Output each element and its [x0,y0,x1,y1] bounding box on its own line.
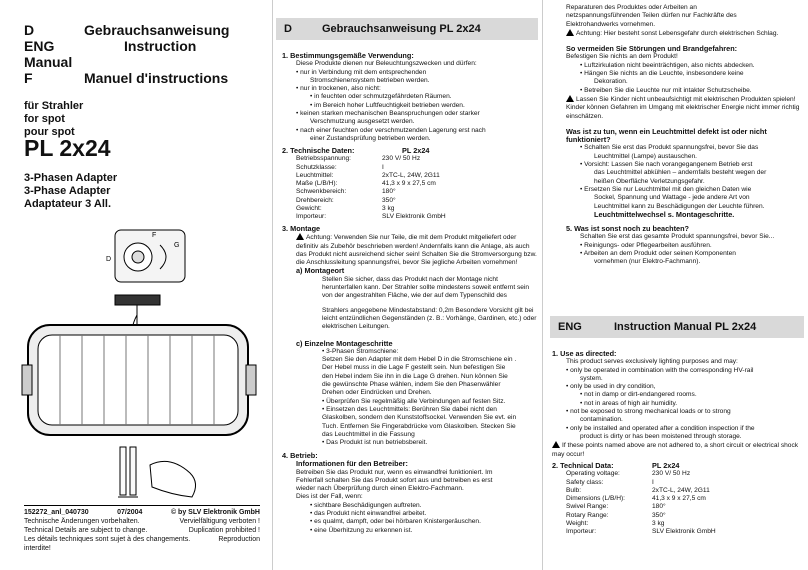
english-header: ENG Instruction Manual PL 2x24 [550,316,804,338]
warning-icon [552,441,560,448]
german-english-page [546,0,808,570]
german-page [276,0,540,570]
product-title: PL 2x24 [24,135,111,161]
cover-footer: 152272_anl_040730 07/2004 © by SLV Elektronik GmbH Technische Änderungen vorbehalten. Vervielfältigung verboten ! Technical Details are subject to change. Duplication prohibited ! Les détails techniques sont sujet à des changements. Reproduction interdite! [24,505,260,553]
label-g: G [174,242,180,249]
page-divider [542,0,543,570]
lang-row-eng: ENG Instruction [24,38,197,54]
lang-row-manual: Manual [24,54,73,70]
cover-page [0,0,270,570]
de-section-1: 1. Bestimmungsgemäße Verwendung: Diese Produkte dienen nur Beleuchtungszwecken und dürfen: • nur in Verbindung mit dem entsprechenden Stromschienensystem betrieben werden. • nur in trockenen, also nicht: • in feuchten oder schmutzgefährdeten Räumen. • im Bereich hoher Luftfeuchtigkeit betrieben werden. • keinen starken mechanischen Beanspruchungen oder starker Verschmutzung ausgesetzt werden. • nach einer feuchten oder verschmutzenden Lagerung erst nach einer Zustandsprüfung betrieben werden. [282,51,486,142]
lang-row-f: F Manuel d'instructions [24,70,229,86]
lang-row-de: D Gebrauchsanweisung [24,22,230,38]
de-section-3: 3. Montage Achtung: Verwenden Sie nur Teile, die mit dem Produkt mitgeliefert oder definitiv als Zubehör beschrieben werden! Andernfalls kann die Anlage, als auch das Produkt nicht ausreichend sicher sein! Schalten Sie die Stromversorgung bzw. die Anschlussleitung spannungsfrei, bevor Sie jegliche Arbeiten vornehmen! a) Montageort Stellen Sie sicher, dass das Produkt nach der Montage nicht herunterfallen kann. Der Strahler sollte mindestens soweit entfernt sein von der angestrahlten Fläche, wie der auf dem Typenschild des Strahlers angegebene Mindestabstand: 0,2m Besondere Vorsicht gilt bei leicht entzündlichen Gegenständen (z. B.: Vorhänge, Gardinen, etc.) oder elektrischen Leitungen. c) Einzelne Montageschritte • 3-Phasen Stromschiene: Setzen Sie den Adapter mit dem Hebel D in die Stromschiene ein . Der Hebel muss in die Lage F gestellt sein. Nun befestigen Sie den Hebel indem Sie ihn in die Lage G drehen. Nun können Sie die gewünschte Phase wählen, indem Sie den Phasenwähler Drehen oder Eindrücken und Drehen. • Überprüfen Sie regelmäßig alle Verbindungen auf festen Sitz. • Einsetzen des Leuchtmittels: Berühren Sie dabei nicht den Glaskolben, sondern den Kunststoffsockel. Verwenden Sie evt. ein Tuch. Entfernen Sie Fingerabdrücke vom Glaskolben. Stecken Sie das Leuchtmittel in die Fassung • Das Produkt ist nun betriebsbereit. [282,224,537,447]
label-f: F [152,232,157,239]
en-section-1: 1. Use as directed: This product serves exclusively lighting purposes and may: • only be operated in combination with the corresponding HV-rail system. • only be used in dry condition, • not in damp or dirt-endangered rooms. • not in areas of high air humidity. • not be exposed to strong mechanical loads or to strong contamination. • only be installed and operated after a condition inspection if the product is dirty or has been moistened through storage. If these points named above are not adhered to, a short circuit or electrical shock may occur! [552,349,799,458]
adapter-lines: 3-Phasen Adapter 3-Phase Adapter Adaptateur 3 All. [24,172,118,210]
warning-icon [566,95,574,102]
product-illustration [20,225,260,500]
en-section-2: 2. Technical Data: PL 2x24 Operating voltage: 230 V/ 50 Hz Safety class: I Bulb: 2xTC-L, 24W, 2G11 Dimensions (L/B/H): 41,3 x 9 x 27,5 cm Swivel Range: 180° Rotary Range: 350° Weight: 3 kg Importeur: SLV Elektronik GmbH [552,461,716,536]
de-section-4: 4. Betrieb: Informationen für den Betreiber: Betreiben Sie das Produkt nur, wenn es einwandfrei funktioniert. Im Fehlerfall schalten Sie das Produkt sofort aus und betreiben es erst wieder nach Überprüfung durch einen Elektro-Fachmann. Dies ist der Fall, wenn: • sichtbare Beschädigungen auftreten. • das Produkt nicht einwandfrei arbeitet. • es qualmt, dampft, oder bei hörbaren Knistergeräuschen. • eine Überhitzung zu erkennen ist. [282,451,493,534]
for-spot-lines: für Strahler for spot pour spot [24,100,84,138]
warning-icon [566,29,574,36]
warning-icon [296,233,304,240]
page-divider [272,0,273,570]
de-continued: Reparaturen des Produktes oder Arbeiten an netzspannungsführenden Teilen dürfen nur Fachkräfte des Elektrohandwerks vornehmen. Achtung: Hier besteht sonst Lebensgefahr durch elektrischen Schlag. So vermeiden Sie Störungen und Brandgefahren: Befestigen Sie nichts an dem Produkt! • Luftzirkulation nicht beeinträchtigen, also nichts abdecken. • Hängen Sie nichts an die Leuchte, insbesondere keine Dekoration. • Betreiben Sie die Leuchte nur mit intakter Schutzscheibe. Lassen Sie Kinder nicht unbeaufsichtigt mit elektrischen Produkten spielen! Kinder können Gefahren im Umgang mit elektrischer Energie nicht immer richtig einschätzen. Was ist zu tun, wenn ein Leuchtmittel defekt ist oder nicht funktioniert? • Schalten Sie erst das Produkt spannungsfrei, bevor Sie das Leuchtmittel (Lampe) austauschen. • Vorsicht: Lassen Sie nach vorangegangenem Betrieb erst das Leuchtmittel abkühlen – andernfalls besteht wegen der heißen Oberfläche Verletzungsgefahr. • Ersetzen Sie nur Leuchtmittel mit den gleichen Daten wie Sockel, Spannung und Wattage - jede andere Art von Leuchtmittel kann zu Beschädigungen der Leuchte führen. Leuchtmittelwechsel s. Montageschritte. 5. Was ist sonst noch zu beachten? Schalten Sie erst das gesamte Produkt spannungsfrei, bevor Sie... • Reinigungs- oder Pflegearbeiten ausführen. • Arbeiten an dem Produkt oder seinen Komponenten vornehmen (nur Elektro-Fachmann). [566,4,800,266]
de-section-2: 2. Technische Daten: PL 2x24 Betriebsspannung: 230 V/ 50 Hz Schutzklasse: I Leuchtmittel: 2xTC-L, 24W, 2G11 Maße (L/B/H): 41,3 x 9 x 27,5 cm Schwenkbereich: 180° Drehbereich: 350° Gewicht: 3 kg Importeur: SLV Elektronik GmbH [282,146,446,221]
label-d: D [106,256,112,263]
german-header: D Gebrauchsanweisung PL 2x24 [276,18,538,40]
